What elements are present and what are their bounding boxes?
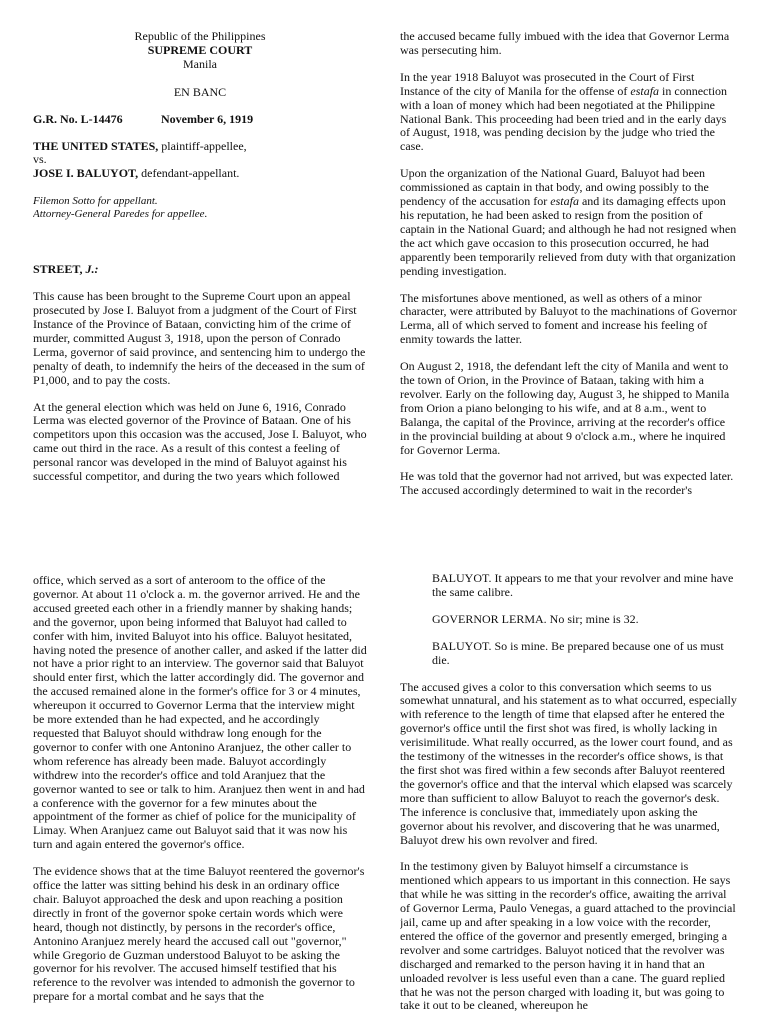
page-2-left-column xyxy=(33,574,367,1017)
counsel-appellee: Attorney-General Paredes for appellee. xyxy=(33,208,208,221)
plaintiff-role: plaintiff-appellee, xyxy=(158,138,247,153)
case-number: G.R. No. L-14476 xyxy=(33,111,123,126)
ponente-name: STREET, xyxy=(33,262,86,277)
dialogue-line: BALUYOT. So is mine. Be prepared because one of us must die. xyxy=(432,638,724,667)
page-1-right-column xyxy=(400,30,737,511)
defendant-name: JOSE I. BALUYOT, xyxy=(33,166,139,181)
ponente-title: J.: xyxy=(85,262,99,277)
opinion-paragraph: The evidence shows that at the time Baluyot reentered the governor's office the latter was sitting behind his desk in an ordinary office chair. Baluyot approached the desk and upon reaching a position directly in front of the governor spoke certain words which were heard, though not distinctly, by persons in the recorder's office, Antonino Aranjuez merely heard the accused call out "governor," while Gregorio de Guzman understood Baluyot to be asking the governor for his revolver. The accused himself testified that his reference to the revolver was intended to admonish the governor to prepare for a mortal combat and he says that the xyxy=(33,864,365,1004)
opinion-paragraph: The misfortunes above mentioned, as well as others of a minor character, were attributed by Baluyot to the machinations of Governor Lerma, all of which served to foment and increase his feeling of enmity towards the latter. xyxy=(400,290,737,347)
court-header xyxy=(33,30,367,72)
opinion-paragraph: the accused became fully imbued with the idea that Governor Lerma was persecuting him. xyxy=(400,30,730,57)
opinion-paragraph: In the year 1918 Baluyot was prosecuted in the Court of First Instance of the city of Manila for the offense of estafa in connection with a loan of money which had been negotiated at the Philippine National Bank. This proceeding had been tried and in the early days of August, 1918, was pending decision by the judge who tried the case. xyxy=(400,69,728,154)
opinion-paragraph: The accused gives a color to this conversation which seems to us somewhat unnatural, and his statement as to what occurred, especially with reference to the length of time that elapsed after he entered the governor's office until the first shot was fired, is wholly lacking in verisimilitude. What really occurred, as the lower court found, and as the testimony of the witnesses in the recorder's office shows, is that the first shot was fired within a few seconds after Baluyot reentered the governor's office and that the interval which elapsed was scarcely more than sufficient to allow Baluyot to reach the governor's desk. The inference is conclusive that, immediately upon asking the governor about his revolver, and discovering that he was unarmed, Baluyot drew his own revolver and fired. xyxy=(400,679,737,847)
opinion-paragraph: He was told that the governor had not arrived, but was expected later. The accused accordingly determined to wait in the recorder's xyxy=(400,469,734,498)
case-number-line xyxy=(33,113,367,127)
document-page-2 xyxy=(0,562,768,1024)
defendant-line xyxy=(33,167,367,181)
opinion-paragraph: Upon the organization of the National Guard, Baluyot had been commissioned as captain in that body, and owing possibly to the pendency of the accusation for estafa and its damaging effects upon his reputation, he had been asked to resign from the position of captain in the National Guard; and although he had not resigned when the act which gave occasion to this prosecution occurred, he had apparently been temporarily relieved from duty with that organization pending investigation. xyxy=(400,166,737,278)
opinion-paragraph: At the general election which was held on June 6, 1916, Conrado Lerma was elected governor of the Province of Bataan. One of his competitors upon this occasion was the accused, Jose I. Baluyot, who came out third in the race. As a result of this contest a feeling of personal rancor was developed in the mind of Baluyot against his successful competitor, and during the two years which followed xyxy=(33,399,367,484)
counsel-block xyxy=(33,195,367,221)
page-1-left-column xyxy=(33,30,367,497)
court-name: SUPREME COURT xyxy=(147,42,253,57)
opinion-paragraph: In the testimony given by Baluyot himself a circumstance is mentioned which appears to us important in this connection. He says that while he was sitting in the recorder's office, awaiting the arrival of Governor Lerma, Paulo Venegas, a guard attached to the provincial jail, came up and after speaking in a low voice with the recorder, entered the office of the governor and presently emerged, bringing a revolver and some cartridges. Baluyot noticed that the revolver was discharged and remarked to the person having it in hand that an unloaded revolver is less useful even than a cane. The guard replied that he was not the person charged with loading it, but was going to take it out to be cleaned, whereupon he xyxy=(400,859,736,1013)
counsel-appellant: Filemon Sotto for appellant. xyxy=(33,195,158,208)
defendant-role: defendant-appellant. xyxy=(138,166,240,181)
division-label: EN BANC xyxy=(173,84,227,99)
ponente xyxy=(33,263,367,277)
opinion-paragraph: This cause has been brought to the Supreme Court upon an appeal prosecuted by Jose I. Baluyot from a judgment of the Court of First Instance of the Province of Bataan, convicting him of the crime of murder, committed August 3, 1918, upon the person of Conrado Lerma, governor of said province, and sentencing him to undergo the penalty of death, to indemnify the heirs of the deceased in the sum of P1,000, and to pay the costs. xyxy=(33,289,366,387)
case-title xyxy=(33,140,367,182)
court-city: Manila xyxy=(183,56,217,71)
opinion-paragraph: office, which served as a sort of anteroom to the office of the governor. At about 11 o'clock a. m. the governor arrived. He and the accused greeted each other in a friendly manner by shaking hands; and the governor, upon being informed that Baluyot had called to confer with him, invited Baluyot into his office. Baluyot hesitated, having noted the presence of another caller, and asked if the latter did not have a prior right to an interview. The governor said that Baluyot should enter first, which the latter accordingly did. The governor and the accused remained alone in the former's office for 3 or 4 minutes, whereupon it occurred to Governor Lerma that the interview might be more extended than he had expected, and he accordingly requested that Baluyot should withdraw long enough for the governor to confer with one Antonino Aranjuez, the other caller to whom reference has already been made. Baluyot accordingly withdrew into the recorder's office and told Aranjuez that the governor wanted to see or talk to him. Aranjuez then went in and had a conference with the governor for a few minutes about the appointment of the former as chief of police for the municipality of Limay. When Aranjuez came out Baluyot said that it was now his turn and again entered the governor's office. xyxy=(33,574,367,852)
opinion-paragraph: On August 2, 1918, the defendant left the city of Manila and went to the town of Orion, in the Province of Bataan, taking with him a revolver. Early on the following day, August 3, he shipped to Manila from Orion a piano belonging to his wife, and at 8 a.m., went to Balanga, the capital of the Province, arriving at the recorder's office in the provincial building at about 9 o'clock a.m., where he inquired for Governor Lerma. xyxy=(400,359,730,457)
versus: vs. xyxy=(33,152,47,167)
dialogue-line: GOVERNOR LERMA. No sir; mine is 32. xyxy=(432,611,639,626)
plaintiff-line xyxy=(33,140,367,154)
page-2-right-column xyxy=(400,572,737,1024)
plaintiff-name: THE UNITED STATES, xyxy=(33,138,159,153)
republic-line: Republic of the Philippines xyxy=(134,30,266,43)
decision-date: November 6, 1919 xyxy=(161,111,254,126)
dialogue-line: BALUYOT. It appears to me that your revolver and mine have the same calibre. xyxy=(432,572,734,599)
